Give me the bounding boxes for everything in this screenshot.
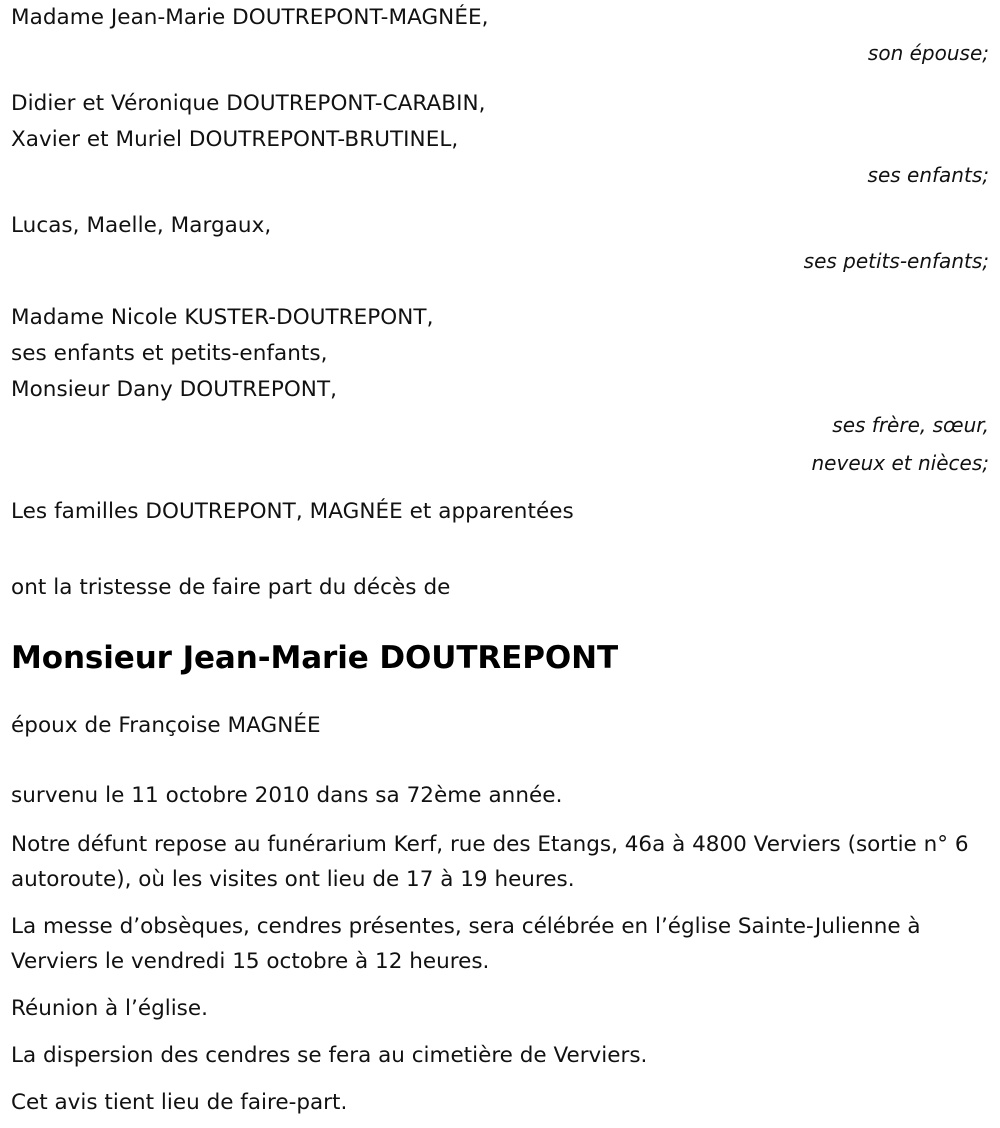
deceased-name-row	[11, 636, 989, 680]
spacer	[11, 680, 989, 708]
survivor-role-row	[11, 158, 989, 192]
deceased-death-line: survenu le 11 octobre 2010 dans sa 72ème année.	[11, 783, 563, 808]
survivor-row	[11, 300, 989, 336]
spacer	[11, 1026, 989, 1038]
survivor-name: Lucas, Maelle, Margaux,	[11, 213, 272, 238]
arrangement-paragraph-notice: Cet avis tient lieu de faire-part.	[11, 1090, 348, 1115]
survivor-block-spouse	[11, 0, 989, 70]
survivor-row	[11, 372, 989, 408]
spacer	[11, 70, 989, 86]
arrangement-paragraph-reunion: Réunion à l’église.	[11, 996, 208, 1021]
arrangement-paragraph-mass: La messe d’obsèques, cendres présentes, sera célébrée en l’église Sainte-Julienne à Verviers le vendredi 15 octobre à 12 heures.	[11, 914, 921, 974]
survivor-role-spouse: son épouse;	[867, 41, 989, 65]
survivor-block-children	[11, 86, 989, 192]
families-line: Les familles DOUTREPONT, MAGNÉE et apparentées	[11, 499, 574, 524]
spacer	[11, 897, 989, 909]
spacer	[11, 530, 989, 570]
survivor-role-row	[11, 446, 989, 478]
spacer	[11, 606, 989, 636]
survivor-row	[11, 122, 989, 158]
survivor-block-siblings	[11, 300, 989, 478]
death-line-row	[11, 778, 989, 814]
spouse-line-row	[11, 708, 989, 744]
survivor-role-siblings-line2: neveux et nièces;	[811, 451, 989, 475]
survivor-row	[11, 0, 989, 36]
survivor-row	[11, 336, 989, 372]
deceased-name: Monsieur Jean-Marie DOUTREPONT	[11, 640, 618, 676]
survivor-role-row	[11, 244, 989, 274]
survivor-name: Xavier et Muriel DOUTREPONT-BRUTINEL,	[11, 127, 459, 152]
spacer	[11, 1073, 989, 1085]
survivor-name: ses enfants et petits-enfants,	[11, 341, 328, 366]
survivor-name: Didier et Véronique DOUTREPONT-CARABIN,	[11, 91, 486, 116]
survivor-role-row	[11, 36, 989, 70]
survivor-role-row	[11, 408, 989, 446]
spacer	[11, 478, 989, 494]
announcement-lead-row	[11, 570, 989, 606]
deceased-spouse-line: époux de Françoise MAGNÉE	[11, 713, 321, 738]
families-row	[11, 494, 989, 530]
announcement-lead: ont la tristesse de faire part du décès de	[11, 575, 451, 600]
survivor-name: Monsieur Dany DOUTREPONT,	[11, 377, 338, 402]
arrangement-paragraph-funerarium: Notre défunt repose au funérarium Kerf, rue des Etangs, 46a à 4800 Verviers (sortie n° 6 autoroute), où les visites ont lieu de 17 à 19 heures.	[11, 832, 969, 892]
survivor-role-grandchildren: ses petits-enfants;	[803, 249, 989, 273]
spacer	[11, 814, 989, 827]
survivor-row	[11, 208, 989, 244]
survivor-role-children: ses enfants;	[867, 163, 989, 187]
spacer	[11, 744, 989, 778]
survivor-block-grandchildren	[11, 208, 989, 274]
arrangement-paragraph-ashes: La dispersion des cendres se fera au cimetière de Verviers.	[11, 1043, 648, 1068]
spacer	[11, 979, 989, 991]
survivor-role-siblings-line1: ses frère, sœur,	[832, 413, 989, 437]
survivor-row	[11, 86, 989, 122]
spacer	[11, 192, 989, 208]
survivor-name: Madame Nicole KUSTER-DOUTREPONT,	[11, 305, 434, 330]
survivor-name: Madame Jean-Marie DOUTREPONT-MAGNÉE,	[11, 5, 489, 30]
